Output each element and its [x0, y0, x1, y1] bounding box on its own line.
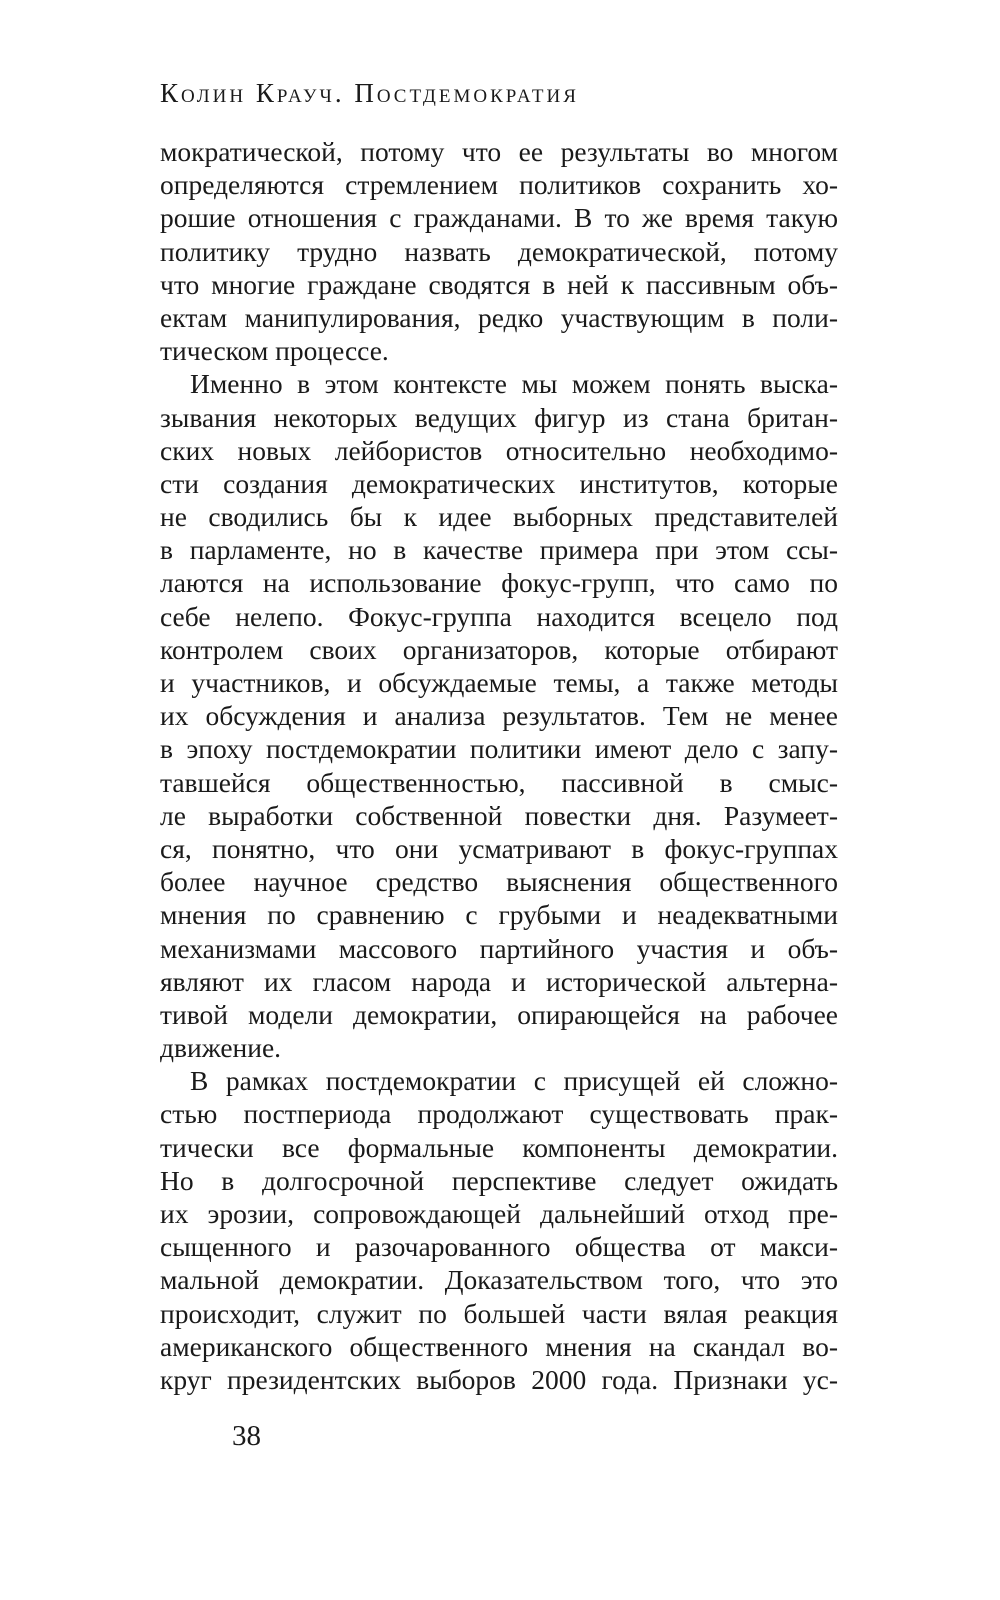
text-line: лаются на использование фокус-групп, что само по [160, 567, 838, 599]
text-line: В рамках постдемократии с присущей ей сложно- [190, 1065, 838, 1097]
text-line: Именно в этом контексте мы можем понять выска- [190, 368, 838, 400]
text-line: ектам манипулирования, редко участвующим в поли- [160, 301, 838, 333]
text-line: в эпоху постдемократии политики имеют дело с запу- [160, 733, 838, 765]
text-line: себе нелепо. Фокус-группа находится всецело под [160, 600, 838, 632]
text-line: их эрозии, сопровождающей дальнейший отход пре- [160, 1198, 838, 1229]
text-line: Но в долгосрочной перспективе следует ожидать [160, 1164, 838, 1196]
text-line: более научное средство выяснения общественного [160, 866, 838, 898]
text-line: круг президентских выборов 2000 года. Признаки ус- [160, 1363, 838, 1395]
paragraph [160, 367, 838, 1064]
text-line: движение. [160, 1032, 282, 1064]
text-line: тавшейся общественностью, пассивной в смыс- [160, 766, 838, 798]
text-line: механизмами массового партийного участия и объ- [160, 932, 838, 964]
text-line: политику трудно назвать демократической, потому [160, 235, 838, 267]
text-line: тическом процессе. [160, 335, 389, 367]
text-line: зывания некоторых ведущих фигур из стана британ- [160, 401, 838, 433]
text-line: стью постпериода продолжают существовать прак- [160, 1098, 838, 1130]
text-line: ле выработки собственной повестки дня. Разумеет- [160, 799, 838, 831]
text-line: в парламенте, но в качестве примера при этом ссы- [160, 534, 838, 566]
text-line: тически все формальные компоненты демократии. [160, 1131, 838, 1163]
running-header: Колин Крауч. Постдемократия [160, 78, 579, 108]
text-line: контролем своих организаторов, которые отбирают [160, 633, 838, 665]
text-line: мальной демократии. Доказательством того, что это [160, 1264, 838, 1296]
text-line: не сводились бы к идее выборных представителей [160, 501, 838, 533]
body-text [160, 135, 838, 1396]
text-line: сти создания демократических институтов, которые [160, 467, 838, 499]
text-line: тивой модели демократии, опирающейся на рабочее [160, 998, 838, 1030]
text-line: мнения по сравнению с грубыми и неадекватными [160, 899, 838, 931]
text-line: являют их гласом народа и исторической альтерна- [160, 965, 838, 997]
text-line: ских новых лейбористов относительно необходимо- [160, 434, 838, 466]
text-line: и участников, и обсуждаемые темы, а также методы [160, 667, 838, 698]
text-line: ся, понятно, что они усматривают в фокус-группах [160, 832, 838, 864]
text-line: рошие отношения с гражданами. В то же время такую [160, 202, 838, 234]
text-line: происходит, служит по большей части вялая реакция [160, 1297, 838, 1329]
text-line: их обсуждения и анализа результатов. Тем не менее [160, 700, 838, 732]
paragraph [160, 1064, 838, 1396]
text-line: американского общественного мнения на скандал во- [160, 1330, 838, 1362]
text-line: сыщенного и разочарованного общества от макси- [160, 1231, 838, 1263]
text-line: определяются стремлением политиков сохранить хо- [160, 169, 838, 201]
text-line: что многие граждане сводятся в ней к пассивным объ- [160, 268, 838, 300]
paragraph [160, 135, 838, 367]
page-number: 38 [232, 1420, 261, 1452]
text-line: мократической, потому что ее результаты во многом [160, 136, 838, 167]
